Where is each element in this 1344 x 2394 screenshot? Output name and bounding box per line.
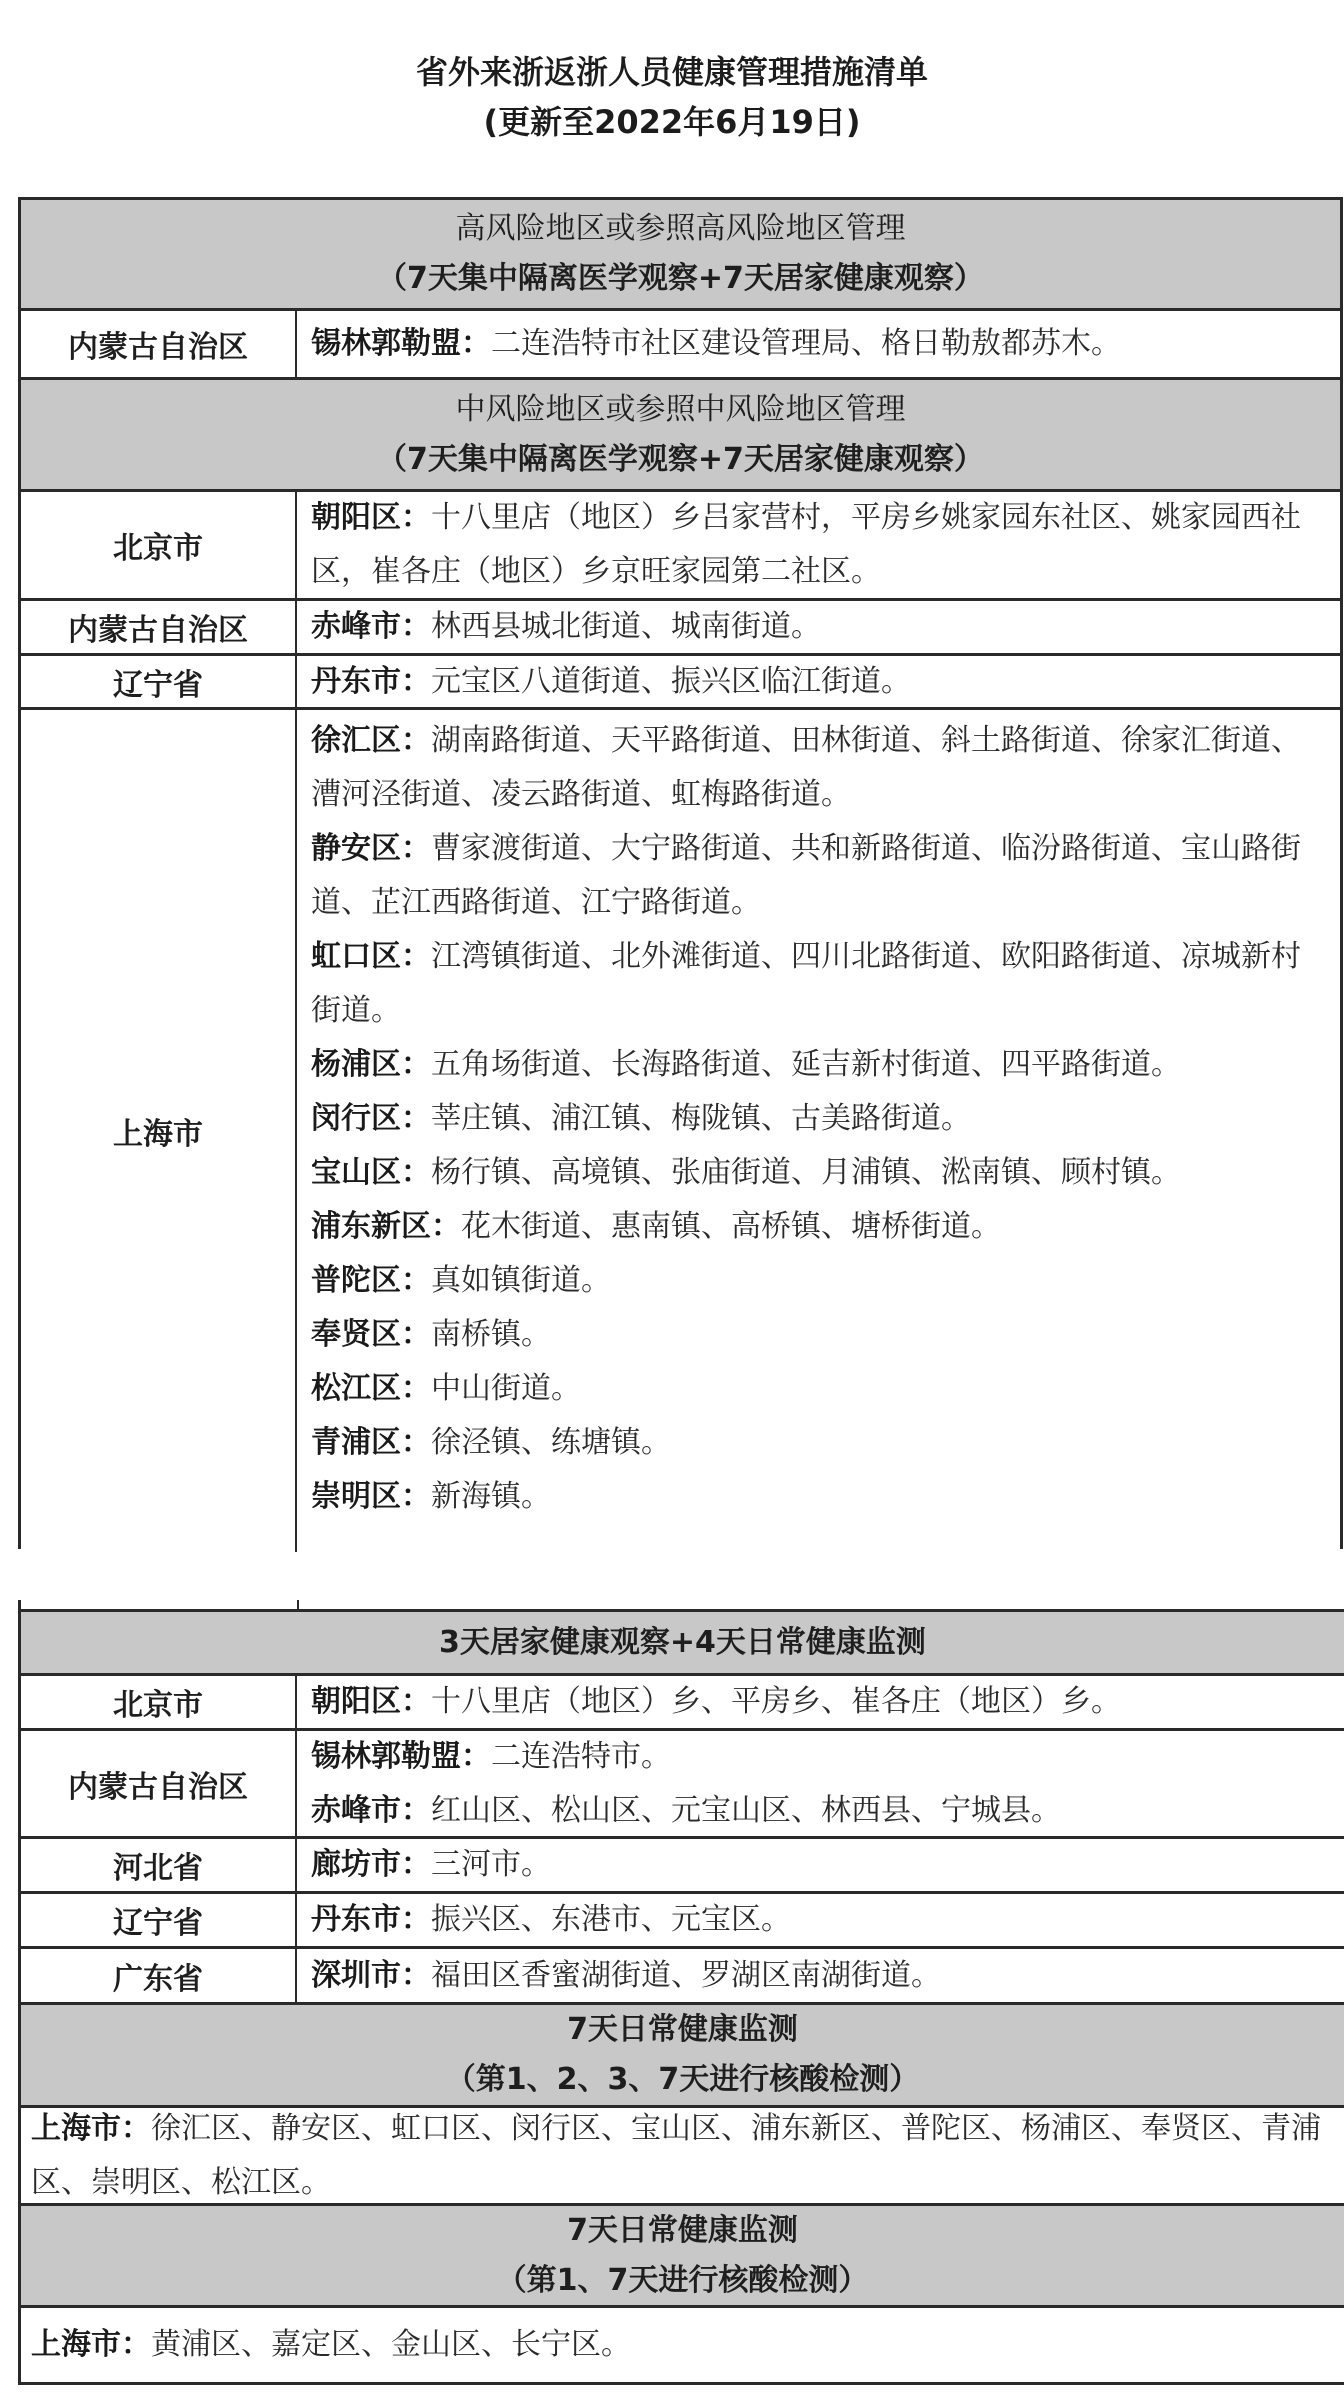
province-cell: 内蒙古自治区	[21, 311, 297, 377]
city-label: 奉贤区：	[311, 1317, 431, 1352]
table-row	[21, 492, 1340, 601]
area-entry	[311, 1416, 1330, 1470]
city-label: 徐汇区：	[311, 723, 431, 758]
full-width-cell	[21, 2308, 1344, 2382]
city-label: 赤峰市：	[311, 609, 431, 644]
city-label: 锡林郭勒盟：	[311, 326, 491, 361]
city-label: 深圳市：	[311, 1957, 431, 1993]
province-cell: 辽宁省	[21, 656, 297, 707]
area-list: 徐泾镇、练塘镇。	[431, 1425, 671, 1460]
province-cell: 内蒙古自治区	[21, 601, 297, 653]
table-row	[21, 1949, 1344, 2005]
area-list: 曹家渡街道、大宁路街道、共和新路街道、临汾路街道、宝山路街道、芷江西路街道、江宁路街道。	[311, 831, 1301, 920]
area-list: 二连浩特市。	[491, 1738, 671, 1774]
section-header-home-observation	[21, 1609, 1344, 1676]
section-header-daily-monitoring-1237	[21, 2005, 1344, 2108]
area-entry	[311, 1146, 1330, 1200]
area-list: 新海镇。	[431, 1479, 551, 1514]
city-label: 静安区：	[311, 831, 431, 866]
table-row	[21, 601, 1340, 656]
city-label: 上海市：	[31, 2110, 151, 2146]
province-cell: 内蒙古自治区	[21, 1731, 297, 1836]
area-list: 湖南路街道、天平路街道、田林街道、斜土路街道、徐家汇街道、漕河泾街道、凌云路街道、虹梅路街道。	[311, 723, 1301, 812]
city-label: 丹东市：	[311, 1902, 431, 1937]
detail-cell	[299, 311, 1340, 377]
city-label: 廊坊市：	[311, 1847, 431, 1882]
area-entry	[311, 1092, 1330, 1146]
province-cell: 上海市	[21, 710, 297, 1552]
area-list: 莘庄镇、浦江镇、梅陇镇、古美路街道。	[431, 1101, 971, 1136]
section-heading: 7天日常健康监测	[567, 2012, 798, 2047]
table-row	[21, 1839, 1344, 1894]
area-list: 振兴区、东港市、元宝区。	[431, 1902, 791, 1937]
full-width-cell	[21, 2108, 1344, 2203]
document-subtitle: (更新至2022年6月19日)	[483, 103, 861, 141]
table-segment-upper	[18, 197, 1343, 1549]
area-entry	[311, 1784, 1334, 1838]
area-entry	[311, 491, 1330, 599]
area-list: 十八里店（地区）乡吕家营村，平房乡姚家园东社区、姚家园西社区，崔各庄（地区）乡京旺家园第二社区。	[311, 500, 1301, 589]
city-label: 普陀区：	[311, 1263, 431, 1298]
area-entry	[311, 317, 1330, 371]
area-entry	[311, 1038, 1330, 1092]
area-list: 元宝区八道街道、振兴区临江街道。	[431, 663, 911, 699]
table-row	[21, 311, 1340, 380]
area-list: 林西县城北街道、城南街道。	[431, 609, 821, 644]
city-label: 青浦区：	[311, 1425, 431, 1460]
area-entry	[311, 1200, 1330, 1254]
province-cell: 北京市	[21, 1676, 297, 1728]
area-entry	[311, 1838, 1334, 1892]
section-subheading: （第1、7天进行核酸检测）	[496, 2262, 869, 2298]
city-label: 杨浦区：	[311, 1047, 431, 1082]
city-label: 赤峰市：	[311, 1792, 431, 1828]
section-heading: 3天居家健康观察+4天日常健康监测	[439, 1624, 926, 1660]
area-entry	[311, 600, 1330, 654]
province-cell: 河北省	[21, 1839, 297, 1891]
detail-cell	[299, 492, 1340, 598]
area-entry	[31, 2102, 1334, 2210]
area-entry	[311, 1730, 1334, 1784]
table-row	[21, 1894, 1344, 1949]
document-title: 省外来浙返浙人员健康管理措施清单	[415, 53, 928, 91]
table-row-shanghai	[21, 710, 1340, 1552]
table-segment-lower	[18, 1600, 1344, 2385]
city-label: 浦东新区：	[311, 1209, 461, 1244]
area-entry	[311, 822, 1330, 930]
area-entry	[311, 1254, 1330, 1308]
section-header-high-risk	[21, 200, 1340, 311]
area-list: 十八里店（地区）乡、平房乡、崔各庄（地区）乡。	[431, 1684, 1121, 1719]
area-list: 红山区、松山区、元宝山区、林西县、宁城县。	[431, 1792, 1061, 1828]
province-cell: 广东省	[21, 1949, 297, 2002]
city-label: 宝山区：	[311, 1155, 431, 1190]
city-label: 丹东市：	[311, 663, 431, 699]
area-entry	[311, 714, 1330, 822]
province-cell: 辽宁省	[21, 1894, 297, 1946]
detail-cell	[299, 1894, 1344, 1946]
city-label: 朝阳区：	[311, 500, 431, 535]
section-subheading: （7天集中隔离医学观察+7天居家健康观察）	[377, 441, 984, 477]
area-entry	[311, 1308, 1330, 1362]
section-heading: 中风险地区或参照中风险地区管理	[455, 391, 906, 427]
area-list: 真如镇街道。	[431, 1263, 611, 1298]
city-label: 闵行区：	[311, 1101, 431, 1136]
area-list: 南桥镇。	[431, 1317, 551, 1352]
province-cell: 北京市	[21, 492, 297, 598]
section-subheading: （7天集中隔离医学观察+7天居家健康观察）	[377, 261, 984, 296]
table-row	[21, 2108, 1344, 2206]
area-list: 杨行镇、高境镇、张庙街道、月浦镇、淞南镇、顾村镇。	[431, 1155, 1181, 1190]
section-header-daily-monitoring-17	[21, 2206, 1344, 2308]
area-entry	[311, 655, 1330, 709]
table-row	[21, 2308, 1344, 2385]
city-label: 朝阳区：	[311, 1684, 431, 1719]
detail-cell	[299, 710, 1340, 1552]
area-list: 黄浦区、嘉定区、金山区、长宁区。	[151, 2327, 631, 2362]
table-row	[21, 656, 1340, 710]
detail-cell	[299, 1839, 1344, 1891]
area-list: 福田区香蜜湖街道、罗湖区南湖街道。	[431, 1957, 941, 1993]
area-entry	[311, 1675, 1334, 1729]
area-list: 五角场街道、长海路街道、延吉新村街道、四平路街道。	[431, 1047, 1181, 1082]
area-entry	[311, 1470, 1330, 1524]
detail-cell	[299, 1949, 1344, 2002]
table-row	[21, 1731, 1344, 1839]
area-list: 徐汇区、静安区、虹口区、闵行区、宝山区、浦东新区、普陀区、杨浦区、奉贤区、青浦区、崇明区、松江区。	[31, 2110, 1321, 2200]
city-label: 上海市：	[31, 2327, 151, 2362]
area-entry	[31, 2318, 1334, 2372]
city-label: 锡林郭勒盟：	[311, 1738, 491, 1774]
section-heading: 7天日常健康监测	[567, 2212, 798, 2248]
area-entry	[311, 1362, 1330, 1416]
area-list: 江湾镇街道、北外滩街道、四川北路街道、欧阳路街道、凉城新村街道。	[311, 939, 1301, 1028]
area-entry	[311, 1893, 1334, 1947]
area-entry	[311, 930, 1330, 1038]
table-row	[21, 1676, 1344, 1731]
detail-cell	[299, 1676, 1344, 1728]
area-list: 三河市。	[431, 1847, 551, 1882]
city-label: 松江区：	[311, 1371, 431, 1406]
area-list: 中山街道。	[431, 1371, 581, 1406]
section-header-medium-risk	[21, 380, 1340, 492]
section-heading: 高风险地区或参照高风险地区管理	[455, 211, 906, 246]
area-entry	[311, 1949, 1334, 2003]
city-label: 崇明区：	[311, 1479, 431, 1514]
area-list: 二连浩特市社区建设管理局、格日勒敖都苏木。	[491, 326, 1121, 361]
city-label: 虹口区：	[311, 939, 431, 974]
detail-cell	[299, 656, 1340, 707]
detail-cell	[299, 601, 1340, 653]
detail-cell	[299, 1731, 1344, 1836]
area-list: 花木街道、惠南镇、高桥镇、塘桥街道。	[461, 1209, 1001, 1244]
section-subheading: （第1、2、3、7天进行核酸检测）	[445, 2062, 920, 2097]
